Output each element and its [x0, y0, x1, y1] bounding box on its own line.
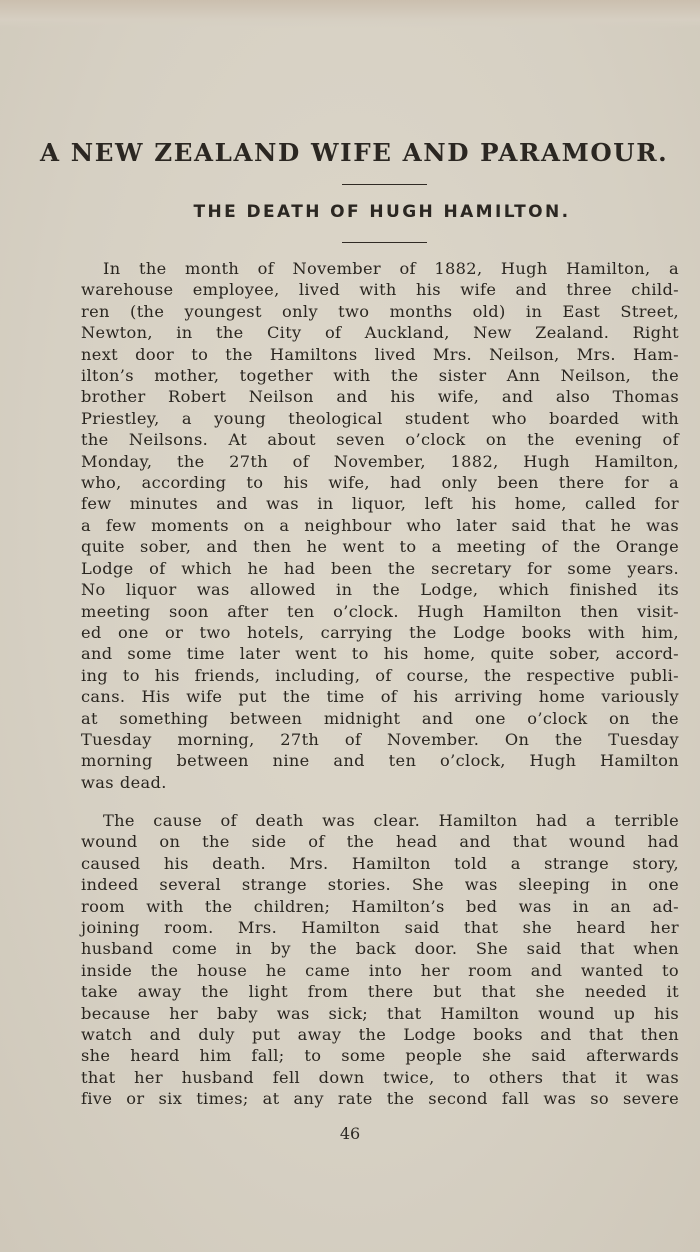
text-line: Lodge of which he had been the secretary for some years. — [81, 558, 679, 578]
text-line: Priestley, a young theological student who boarded with — [81, 408, 679, 428]
page-top-edge — [0, 0, 700, 28]
text-line: caused his death. Mrs. Hamilton told a strange story, — [81, 853, 679, 873]
text-line: at something between midnight and one o’clock on the — [81, 708, 679, 728]
subtitle-divider — [342, 242, 427, 243]
text-line: room with the children; Hamilton’s bed was in an ad- — [81, 896, 679, 916]
text-line: wound on the side of the head and that wound had — [81, 832, 679, 852]
text-line: brother Robert Neilson and his wife, and also Thomas — [81, 387, 679, 407]
text-line: she heard him fall; to some people she said afterwards — [81, 1046, 679, 1066]
text-line: The cause of death was clear. Hamilton had a terrible — [103, 811, 679, 830]
text-line: because her baby was sick; that Hamilton wound up his — [81, 1003, 679, 1023]
text-line: husband come in by the back door. She said that when — [81, 939, 679, 959]
text-line: who, according to his wife, had only been there for a — [81, 473, 679, 493]
text-line: few minutes and was in liquor, left his home, called for — [81, 494, 679, 514]
paragraph-2 — [81, 810, 679, 1110]
text-line: meeting soon after ten o’clock. Hugh Hamilton then visit- — [81, 601, 679, 621]
text-line: No liquor was allowed in the Lodge, which finished its — [81, 580, 679, 600]
text-line: the Neilsons. At about seven o’clock on the evening of — [81, 430, 679, 450]
text-line: inside the house he came into her room and wanted to — [81, 960, 679, 980]
text-line: ren (the youngest only two months old) in East Street, — [81, 301, 679, 321]
text-line: was dead. — [81, 772, 167, 792]
text-line: five or six times; at any rate the second fall was so severe — [81, 1089, 679, 1109]
text-line: a few moments on a neighbour who later said that he was — [81, 515, 679, 535]
text-line: Tuesday morning, 27th of November. On the Tuesday — [81, 729, 679, 749]
text-line: and some time later went to his home, quite sober, accord- — [81, 644, 679, 664]
text-line: Monday, the 27th of November, 1882, Hugh Hamilton, — [81, 451, 679, 471]
text-line: indeed several strange stories. She was sleeping in one — [81, 875, 679, 895]
text-line: warehouse employee, lived with his wife and three child- — [81, 280, 679, 300]
text-line: next door to the Hamiltons lived Mrs. Neilson, Mrs. Ham- — [81, 344, 679, 364]
text-line: Newton, in the City of Auckland, New Zealand. Right — [81, 323, 679, 343]
text-line: ed one or two hotels, carrying the Lodge books with him, — [81, 622, 679, 642]
text-line: morning between nine and ten o’clock, Hugh Hamilton — [81, 751, 679, 771]
text-line: In the month of November of 1882, Hugh Hamilton, a — [103, 259, 679, 278]
text-line: that her husband fell down twice, to others that it was — [81, 1067, 679, 1087]
text-line: watch and duly put away the Lodge books and that then — [81, 1025, 679, 1045]
text-line: ilton’s mother, together with the sister Ann Neilson, the — [81, 366, 679, 386]
text-line: ing to his friends, including, of course, the respective publi- — [81, 665, 679, 685]
text-line: cans. His wife put the time of his arriving home variously — [81, 687, 679, 707]
text-line: quite sober, and then he went to a meeting of the Orange — [81, 537, 679, 557]
text-line: take away the light from there but that she needed it — [81, 982, 679, 1002]
paragraph-1 — [81, 258, 679, 793]
text-line: joining room. Mrs. Hamilton said that she heard her — [81, 918, 679, 938]
chapter-title: A NEW ZEALAND WIFE AND PARAMOUR. — [40, 138, 669, 167]
chapter-subtitle: THE DEATH OF HUGH HAMILTON. — [193, 202, 571, 222]
page-number: 46 — [339, 1124, 361, 1143]
title-divider — [342, 184, 427, 185]
